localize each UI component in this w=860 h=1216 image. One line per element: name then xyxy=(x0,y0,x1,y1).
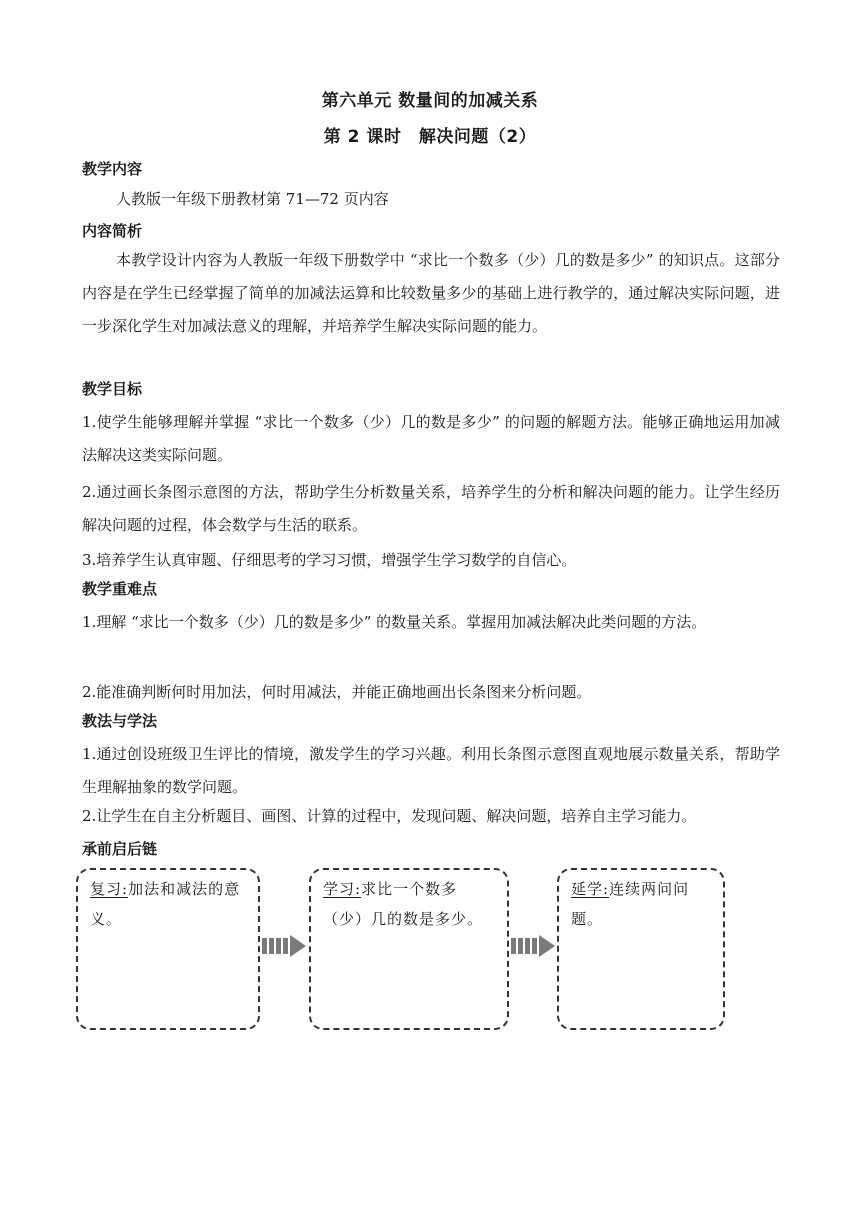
chain-box-learn xyxy=(309,868,509,1030)
chain-box-extend-text: 连续两问问题。 xyxy=(571,880,690,928)
goal-item-1: 1.使学生能够理解并掌握 “求比一个数多（少）几的数是多少” 的问题的解题方法。能够正确地运用加减法解决这类实际问题。 xyxy=(82,413,780,464)
chain-box-learn-text: 求比一个数多（少）几的数是多少。 xyxy=(323,880,484,928)
method-item-1: 1.通过创设班级卫生评比的情境，激发学生的学习兴趣。利用长条图示意图直观地展示数量关系，帮助学生理解抽象的数学问题。 xyxy=(82,745,780,796)
section-heading-summary: 内容简析 xyxy=(82,222,143,240)
content-text: 人教版一年级下册教材第 71—72 页内容 xyxy=(116,190,389,208)
summary-text: 本教学设计内容为人教版一年级下册数学中 “求比一个数多（少）几的数是多少” 的知识点。这部分内容是在学生已经掌握了简单的加减法运算和比较数量多少的基础上进行教学的，通过解决实际问题，进一步深化学生对加减法意义的理解，并培养学生解决实际问题的能力。 xyxy=(82,251,780,335)
chain-box-extend xyxy=(557,868,725,1030)
striped-right-arrow-icon xyxy=(511,935,557,957)
section-heading-content: 教学内容 xyxy=(82,160,143,178)
striped-right-arrow-icon xyxy=(262,935,308,957)
key-point-item-1: 1.理解 “求比一个数多（少）几的数是多少” 的数量关系。掌握用加减法解决此类问题的方法。 xyxy=(82,613,707,631)
chain-box-learn-label: 学习: xyxy=(323,880,362,898)
method-item-2: 2.让学生在自主分析题目、画图、计算的过程中，发现问题、解决问题，培养自主学习能力。 xyxy=(82,807,697,825)
goal-item-3: 3.培养学生认真审题、仔细思考的学习习惯，增强学生学习数学的自信心。 xyxy=(82,551,577,569)
section-heading-chain: 承前启后链 xyxy=(82,840,158,858)
key-point-item-2: 2.能准确判断何时用加法，何时用减法，并能正确地画出长条图来分析问题。 xyxy=(82,683,592,701)
section-heading-methods: 教法与学法 xyxy=(82,712,158,730)
chain-box-review xyxy=(76,868,260,1030)
chain-box-review-label: 复习: xyxy=(90,880,129,898)
section-heading-key-points: 教学重难点 xyxy=(82,580,158,598)
unit-title: 第六单元 数量间的加减关系 xyxy=(321,91,539,111)
lesson-title: 第 2 课时 解决问题（2） xyxy=(323,127,537,147)
goal-item-2: 2.通过画长条图示意图的方法，帮助学生分析数量关系，培养学生的分析和解决问题的能力。让学生经历解决问题的过程，体会数学与生活的联系。 xyxy=(82,483,780,534)
chain-box-extend-label: 延学: xyxy=(571,880,610,898)
section-heading-goals: 教学目标 xyxy=(82,380,143,398)
chain-box-review-text: 加法和减法的意义。 xyxy=(90,880,241,928)
